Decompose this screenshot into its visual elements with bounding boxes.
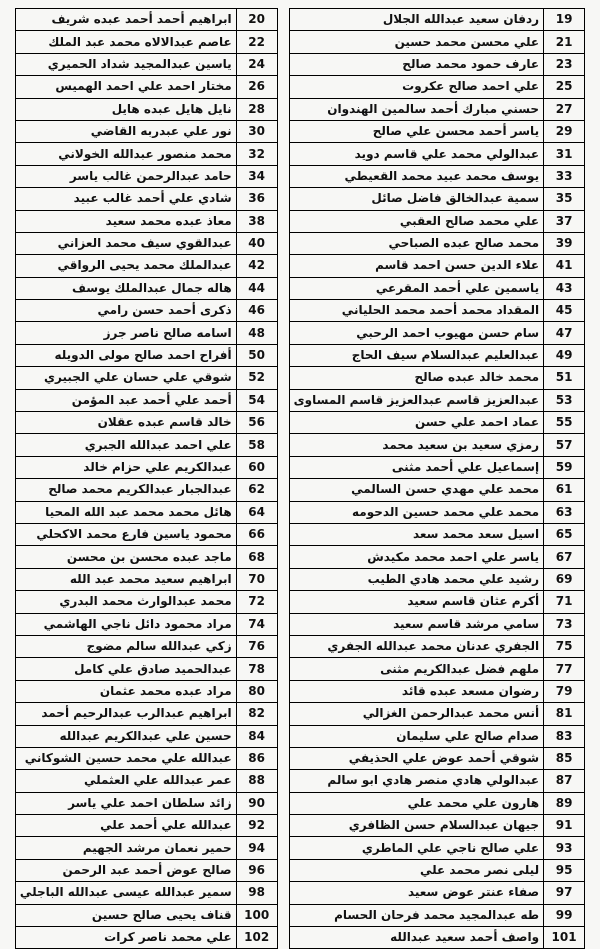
person-name: عمر عبدالله علي العثملي — [15, 770, 236, 792]
person-name: واصف أحمد سعيد عبدالله — [289, 927, 543, 949]
person-name: عاصم عبدالالاه محمد عبد الملك — [15, 31, 236, 53]
table-row — [289, 210, 584, 232]
table-row — [15, 456, 277, 478]
table-row — [15, 53, 277, 75]
table-row — [289, 703, 584, 725]
person-name: عبدالله علي أحمد علي — [15, 815, 236, 837]
row-number: 101 — [544, 927, 585, 949]
table-row — [15, 927, 277, 949]
table-row — [289, 479, 584, 501]
row-number: 40 — [236, 232, 277, 254]
row-number: 36 — [236, 188, 277, 210]
row-number: 96 — [236, 859, 277, 881]
table-row — [289, 31, 584, 53]
person-name: حامد عبدالرحمن غالب ياسر — [15, 165, 236, 187]
table-row — [289, 120, 584, 142]
person-name: عبدالحميد صادق علي كامل — [15, 658, 236, 680]
person-name: طه عبدالمجيد محمد فرحان الحسام — [289, 904, 543, 926]
table-row — [15, 188, 277, 210]
table-row — [15, 389, 277, 411]
table-row — [289, 904, 584, 926]
row-number: 33 — [544, 165, 585, 187]
person-name: ليلى نصر محمد علي — [289, 859, 543, 881]
row-number: 78 — [236, 658, 277, 680]
row-number: 53 — [544, 389, 585, 411]
table-row — [15, 770, 277, 792]
row-number: 69 — [544, 568, 585, 590]
person-name: محمد منصور عبدالله الخولاني — [15, 143, 236, 165]
person-name: شوقي علي حسان علي الجبيري — [15, 367, 236, 389]
person-name: عبدالجبار عبدالكريم محمد صالح — [15, 479, 236, 501]
person-name: محمد علي محمد حسين الدحومه — [289, 501, 543, 523]
row-number: 35 — [544, 188, 585, 210]
row-number: 87 — [544, 770, 585, 792]
row-number: 67 — [544, 546, 585, 568]
person-name: شادي علي أحمد غالب عبيد — [15, 188, 236, 210]
person-name: زائد سلطان احمد علي ياسر — [15, 792, 236, 814]
table-row — [15, 501, 277, 523]
person-name: قناف يحيى صالح حسين — [15, 904, 236, 926]
row-number: 25 — [544, 76, 585, 98]
row-number: 76 — [236, 635, 277, 657]
row-number: 32 — [236, 143, 277, 165]
right-name-table — [289, 8, 585, 949]
row-number: 30 — [236, 120, 277, 142]
table-row — [289, 76, 584, 98]
table-row — [289, 882, 584, 904]
person-name: عبدالملك محمد يحيى الرواقي — [15, 255, 236, 277]
table-row — [15, 98, 277, 120]
person-name: شوقي أحمد عوض علي الحذيفي — [289, 747, 543, 769]
row-number: 39 — [544, 232, 585, 254]
table-row — [15, 747, 277, 769]
table-row — [15, 120, 277, 142]
row-number: 93 — [544, 837, 585, 859]
table-row — [289, 143, 584, 165]
row-number: 50 — [236, 344, 277, 366]
person-name: سام حسن مهيوب احمد الرحبي — [289, 322, 543, 344]
person-name: صدام صالح علي سليمان — [289, 725, 543, 747]
row-number: 28 — [236, 98, 277, 120]
table-row — [289, 277, 584, 299]
row-number: 24 — [236, 53, 277, 75]
person-name: صالح عوض أحمد عبد الرحمن — [15, 859, 236, 881]
row-number: 61 — [544, 479, 585, 501]
table-row — [15, 882, 277, 904]
person-name: اسيل سعد محمد سعد — [289, 523, 543, 545]
person-name: نور علي عبدربه القاضي — [15, 120, 236, 142]
row-number: 68 — [236, 546, 277, 568]
person-name: محمود ياسين فارع محمد الاكحلي — [15, 523, 236, 545]
table-row — [15, 703, 277, 725]
table-row — [15, 255, 277, 277]
table-row — [15, 165, 277, 187]
row-number: 48 — [236, 322, 277, 344]
table-row — [289, 546, 584, 568]
person-name: عبدالله علي محمد حسين الشوكاني — [15, 747, 236, 769]
row-number: 43 — [544, 277, 585, 299]
person-name: أحمد علي أحمد عبد المؤمن — [15, 389, 236, 411]
table-row — [15, 31, 277, 53]
table-row — [289, 613, 584, 635]
table-row — [15, 904, 277, 926]
table-row — [289, 658, 584, 680]
table-row — [15, 434, 277, 456]
table-row — [15, 479, 277, 501]
table-row — [15, 859, 277, 881]
person-name: ياسر أحمد محسن علي صالح — [289, 120, 543, 142]
person-name: رمزي سعيد بن سعيد محمد — [289, 434, 543, 456]
row-number: 102 — [236, 927, 277, 949]
row-number: 73 — [544, 613, 585, 635]
table-row — [15, 725, 277, 747]
row-number: 41 — [544, 255, 585, 277]
table-row — [289, 9, 584, 31]
row-number: 22 — [236, 31, 277, 53]
row-number: 26 — [236, 76, 277, 98]
person-name: ياسين عبدالمجيد شداد الحميري — [15, 53, 236, 75]
table-row — [289, 434, 584, 456]
row-number: 58 — [236, 434, 277, 456]
person-name: هاله جمال عبدالملك يوسف — [15, 277, 236, 299]
table-row — [289, 300, 584, 322]
table-row — [15, 143, 277, 165]
row-number: 42 — [236, 255, 277, 277]
person-name: محمد خالد عبده صالح — [289, 367, 543, 389]
row-number: 27 — [544, 98, 585, 120]
person-name: يوسف محمد عبيد محمد القعيطي — [289, 165, 543, 187]
person-name: ذكرى أحمد حسن رامي — [15, 300, 236, 322]
row-number: 90 — [236, 792, 277, 814]
table-row — [15, 792, 277, 814]
table-row — [289, 367, 584, 389]
row-number: 77 — [544, 658, 585, 680]
person-name: سامي مرشد قاسم سعيد — [289, 613, 543, 635]
table-row — [15, 322, 277, 344]
person-name: معاذ عبده محمد سعيد — [15, 210, 236, 232]
person-name: حمير نعمان مرشد الجهيم — [15, 837, 236, 859]
person-name: عبدالكريم علي حزام خالد — [15, 456, 236, 478]
person-name: عارف حمود محمد صالح — [289, 53, 543, 75]
row-number: 86 — [236, 747, 277, 769]
person-name: زكي عبدالله سالم مضوج — [15, 635, 236, 657]
row-number: 37 — [544, 210, 585, 232]
person-name: عبدالولي هادي منصر هادي ابو سالم — [289, 770, 543, 792]
person-name: هائل محمد محمد عبد الله المحيا — [15, 501, 236, 523]
table-row — [289, 98, 584, 120]
row-number: 80 — [236, 680, 277, 702]
table-row — [15, 300, 277, 322]
table-row — [15, 367, 277, 389]
row-number: 66 — [236, 523, 277, 545]
row-number: 21 — [544, 31, 585, 53]
person-name: ردفان سعيد عبدالله الجلال — [289, 9, 543, 31]
row-number: 64 — [236, 501, 277, 523]
row-number: 49 — [544, 344, 585, 366]
row-number: 34 — [236, 165, 277, 187]
person-name: محمد عبدالوارث محمد البدري — [15, 591, 236, 613]
row-number: 19 — [544, 9, 585, 31]
row-number: 97 — [544, 882, 585, 904]
table-row — [289, 322, 584, 344]
table-row — [15, 837, 277, 859]
table-row — [289, 188, 584, 210]
table-row — [289, 859, 584, 881]
left-name-table — [15, 8, 278, 949]
row-number: 75 — [544, 635, 585, 657]
table-row — [289, 591, 584, 613]
person-name: علي محمد ناصر كرات — [15, 927, 236, 949]
row-number: 98 — [236, 882, 277, 904]
person-name: ياسمين علي أحمد المقرعي — [289, 277, 543, 299]
person-name: رضوان مسعد عبده قائد — [289, 680, 543, 702]
person-name: ابراهيم سعيد محمد عبد الله — [15, 568, 236, 590]
row-number: 92 — [236, 815, 277, 837]
person-name: عبدالولي محمد علي قاسم دويد — [289, 143, 543, 165]
row-number: 94 — [236, 837, 277, 859]
person-name: خالد قاسم عبده عقلان — [15, 412, 236, 434]
row-number: 20 — [236, 9, 277, 31]
table-row — [15, 344, 277, 366]
table-row — [289, 53, 584, 75]
person-name: ابراهيم أحمد أحمد عبده شريف — [15, 9, 236, 31]
row-number: 72 — [236, 591, 277, 613]
person-name: مراد عبده محمد عثمان — [15, 680, 236, 702]
table-row — [15, 658, 277, 680]
table-row — [15, 277, 277, 299]
person-name: ياسر علي احمد محمد مكيدش — [289, 546, 543, 568]
table-row — [15, 546, 277, 568]
table-row — [15, 523, 277, 545]
person-name: مختار احمد علي احمد الهميس — [15, 76, 236, 98]
row-number: 82 — [236, 703, 277, 725]
person-name: صفاء عنتر عوض سعيد — [289, 882, 543, 904]
person-name: جيهان عبدالسلام حسن الظافري — [289, 815, 543, 837]
table-row — [289, 725, 584, 747]
row-number: 23 — [544, 53, 585, 75]
table-row — [289, 770, 584, 792]
person-name: حسين علي عبدالكريم عبدالله — [15, 725, 236, 747]
table-row — [15, 680, 277, 702]
table-row — [289, 501, 584, 523]
row-number: 62 — [236, 479, 277, 501]
row-number: 31 — [544, 143, 585, 165]
table-row — [289, 568, 584, 590]
person-name: هارون علي محمد علي — [289, 792, 543, 814]
table-row — [15, 9, 277, 31]
person-name: علي محسن محمد حسين — [289, 31, 543, 53]
table-row — [289, 232, 584, 254]
table-row — [289, 927, 584, 949]
table-row — [15, 412, 277, 434]
row-number: 38 — [236, 210, 277, 232]
table-row — [289, 747, 584, 769]
table-row — [15, 568, 277, 590]
row-number: 59 — [544, 456, 585, 478]
person-name: أفراح احمد صالح مولى الدويله — [15, 344, 236, 366]
person-name: الجفري عدنان محمد عبدالله الجفري — [289, 635, 543, 657]
row-number: 45 — [544, 300, 585, 322]
row-number: 44 — [236, 277, 277, 299]
row-number: 56 — [236, 412, 277, 434]
row-number: 100 — [236, 904, 277, 926]
row-number: 83 — [544, 725, 585, 747]
person-name: علي احمد عبدالله الجبري — [15, 434, 236, 456]
row-number: 54 — [236, 389, 277, 411]
row-number: 52 — [236, 367, 277, 389]
table-row — [15, 613, 277, 635]
person-name: المقداد محمد أحمد محمد الحلياني — [289, 300, 543, 322]
person-name: أكرم عثان قاسم سعيد — [289, 591, 543, 613]
person-name: سمير عبدالله عيسى عبدالله الباجلي — [15, 882, 236, 904]
person-name: رشيد علي محمد هادي الطيب — [289, 568, 543, 590]
row-number: 88 — [236, 770, 277, 792]
table-row — [289, 635, 584, 657]
person-name: عبدالقوي سيف محمد العزاني — [15, 232, 236, 254]
person-name: ملهم فضل عبدالكريم مثنى — [289, 658, 543, 680]
table-row — [289, 456, 584, 478]
table-row — [289, 389, 584, 411]
row-number: 51 — [544, 367, 585, 389]
person-name: ابراهيم عبدالرب عبدالرحيم أحمد — [15, 703, 236, 725]
row-number: 95 — [544, 859, 585, 881]
row-number: 91 — [544, 815, 585, 837]
person-name: محمد علي مهدي حسن السالمي — [289, 479, 543, 501]
person-name: اسامه صالح ناصر جرز — [15, 322, 236, 344]
table-row — [289, 412, 584, 434]
table-row — [289, 165, 584, 187]
table-row — [15, 591, 277, 613]
row-number: 60 — [236, 456, 277, 478]
row-number: 74 — [236, 613, 277, 635]
person-name: عبدالعليم عبدالسلام سيف الحاج — [289, 344, 543, 366]
table-row — [289, 792, 584, 814]
table-row — [289, 815, 584, 837]
person-name: سمية عبدالخالق فاضل صائل — [289, 188, 543, 210]
row-number: 89 — [544, 792, 585, 814]
table-row — [289, 680, 584, 702]
table-row — [289, 255, 584, 277]
table-row — [289, 344, 584, 366]
person-name: إسماعيل علي أحمد مثنى — [289, 456, 543, 478]
row-number: 81 — [544, 703, 585, 725]
row-number: 70 — [236, 568, 277, 590]
person-name: عبدالعزيز قاسم عبدالعزيز قاسم المساوى — [289, 389, 543, 411]
person-name: علاء الدين حسن احمد قاسم — [289, 255, 543, 277]
person-name: علي صالح ناجي علي الماطري — [289, 837, 543, 859]
person-name: ماجد عبده محسن بن محسن — [15, 546, 236, 568]
person-name: عماد احمد علي حسن — [289, 412, 543, 434]
row-number: 79 — [544, 680, 585, 702]
row-number: 47 — [544, 322, 585, 344]
table-row — [289, 523, 584, 545]
table-row — [15, 232, 277, 254]
person-name: نايل هايل عبده هايل — [15, 98, 236, 120]
row-number: 55 — [544, 412, 585, 434]
person-name: علي محمد صالح العقبي — [289, 210, 543, 232]
table-row — [289, 837, 584, 859]
row-number: 84 — [236, 725, 277, 747]
row-number: 46 — [236, 300, 277, 322]
person-name: علي احمد صالح عكروت — [289, 76, 543, 98]
person-name: محمد صالح عبده الصباحي — [289, 232, 543, 254]
person-name: أنس محمد عبدالرحمن الغزالي — [289, 703, 543, 725]
row-number: 29 — [544, 120, 585, 142]
row-number: 99 — [544, 904, 585, 926]
table-row — [15, 815, 277, 837]
row-number: 85 — [544, 747, 585, 769]
table-row — [15, 76, 277, 98]
table-row — [15, 635, 277, 657]
table-row — [15, 210, 277, 232]
row-number: 71 — [544, 591, 585, 613]
row-number: 63 — [544, 501, 585, 523]
person-name: حسني مبارك أحمد سالمين الهندوان — [289, 98, 543, 120]
row-number: 65 — [544, 523, 585, 545]
row-number: 57 — [544, 434, 585, 456]
person-name: مراد محمود دائل ناجي الهاشمي — [15, 613, 236, 635]
